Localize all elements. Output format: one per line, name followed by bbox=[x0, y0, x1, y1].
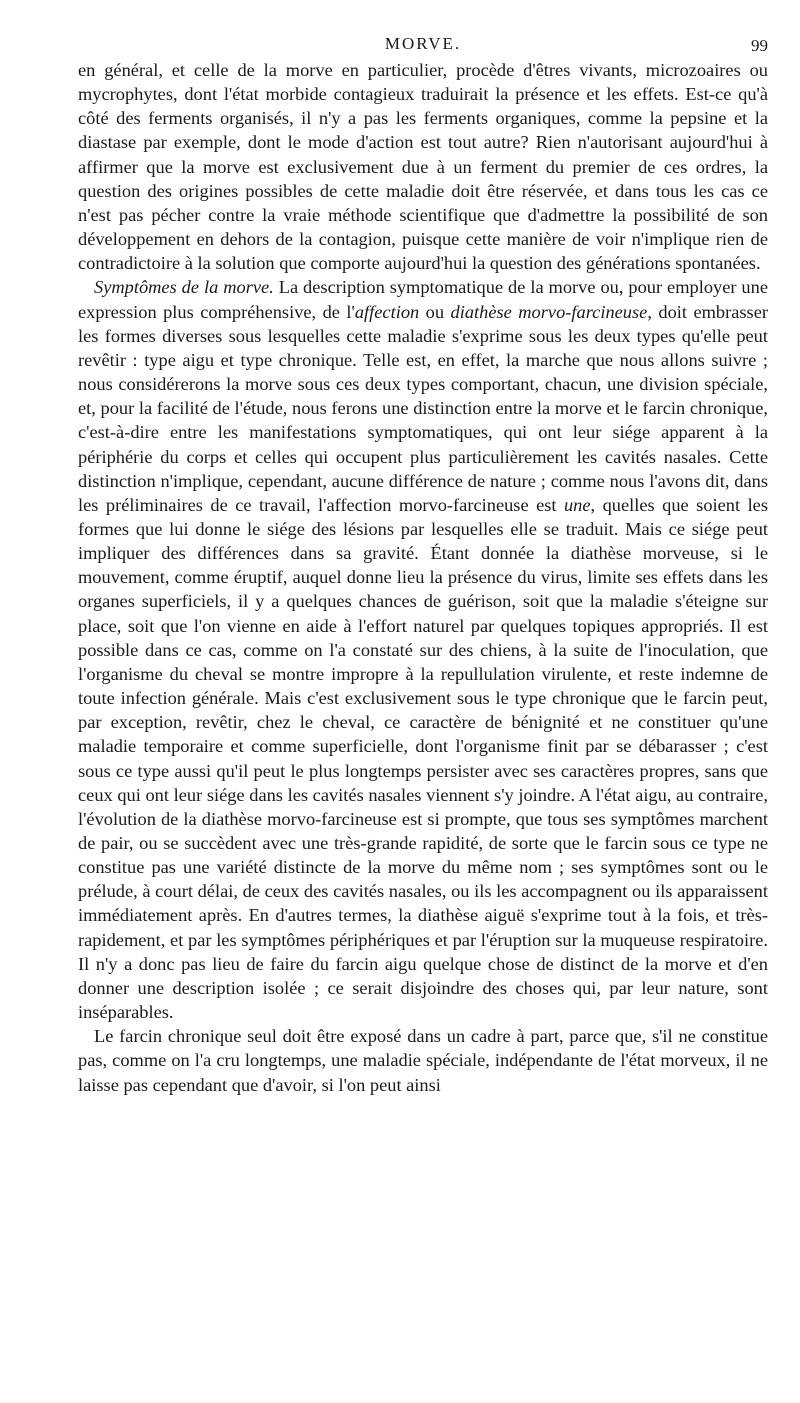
section-heading: Symptômes de la morve. bbox=[94, 277, 274, 298]
paragraph-2 bbox=[78, 275, 768, 1024]
paragraph-3: Le farcin chronique seul doit être exposé dans un cadre à part, parce que, s'il ne constitue pas, comme on l'a cru longtemps, une maladie spéciale, indépendante de l'état morveux, il ne laisse pas cependant que d'avoir, si l'on peut ainsi bbox=[78, 1026, 768, 1095]
paragraph-2-text-d: , quelles que soient les formes que lui donne le siége des lésions par lesquelles elle se traduit. Mais ce siége peut impliquer des différences dans sa gravité. Étant donnée la diathèse morveuse, si le mouvement, comme éruptif, auquel donne lieu la présence du virus, limite ses effets dans les organes superficiels, il y a quelques chances de guérison, soit que la maladie s'éteigne sur place, soit que l'on vienne en aide à l'effort naturel par quelques topiques appropriés. Il est possible dans ce cas, comme on l'a constaté sur des chiens, à la suite de l'inoculation, que l'organisme du cheval se montre impropre à la repullulation virulente, et reste indemne de toute infection générale. Mais c'est exclusivement sous le type chronique que le farcin peut, par exception, revêtir, chez le cheval, ce caractère de bénignité et ne constituer qu'une maladie temporaire et comme superficielle, dont l'organisme finit par se débarasser ; c'est sous ce type aussi qu'il peut le plus longtemps persister avec ses caractères propres, sans que ceux qui ont leur siége dans les cavités nasales viennent s'y joindre. A l'état aigu, au contraire, l'évolution de la diathèse morvo-farcineuse est si prompte, que tous ses symptômes marchent de pair, ou se succèdent avec une très-grande rapidité, de sorte que le farcin sous ce type ne constitue pas une variété distincte de la morve du même nom ; ses symptômes sont ou le prélude, à court délai, de ceux des cavités nasales, ou ils les accompagnent ou ils apparaissent immédiatement après. En d'autres termes, la diathèse aiguë s'exprime tout à la fois, et très-rapidement, et par les symptômes périphériques et par l'éruption sur la muqueuse respiratoire. Il n'y a donc pas lieu de faire du farcin aigu quelque chose de distinct de la morve et d'en donner une description isolée ; ce serait disjoindre des choses qui, par leur nature, sont inséparables. bbox=[78, 494, 768, 1023]
body-text bbox=[78, 58, 768, 1097]
paragraph-2-text-c: , doit embrasser les formes diverses sous lesquelles cette maladie s'exprime sous les deux types qu'elle peut revêtir : type aigu et type chronique. Telle est, en effet, la marche que nous allons suivre ; nous considérerons la morve sous ces deux types comportant, chacun, une division spéciale, et, pour la facilité de l'étude, nous ferons une distinction entre la morve et le farcin chronique, c'est-à-dire entre les manifestations symptomatiques, qui ont leur siége apparent à la périphérie du corps et celles qui occupent plus particulièrement les cavités nasales. Cette distinction n'implique, cependant, aucune différence de nature ; comme nous l'avons dit, dans les préliminaires de ce travail, l'affection morvo-farcineuse est bbox=[78, 301, 769, 515]
paragraph-2-text-a: La description symptomatique de la morve ou, pour employer une expression plus compréhensive, de l' bbox=[78, 277, 768, 322]
paragraph-2-text-b: ou bbox=[419, 301, 451, 322]
page-number: 99 bbox=[751, 36, 768, 55]
term-une: une bbox=[563, 494, 591, 515]
term-diathese: diathèse morvo-farcineuse bbox=[450, 301, 648, 322]
running-head: MORVE. bbox=[384, 34, 462, 53]
term-affection: affection bbox=[354, 301, 420, 322]
page-header bbox=[78, 28, 768, 58]
paragraph-1: en général, et celle de la morve en particulier, procède d'êtres vivants, microzoaires ou mycrophytes, dont l'état morbide contagieux traduirait la présence et les effets. Est-ce qu'à côté des ferments organisés, il n'y a pas les ferments organiques, comme la pepsine et la diastase par exemple, dont le mode d'action est tout autre? Rien n'autorisant aujourd'hui à affirmer que la morve est exclusivement due à un ferment du premier de ces ordres, la question des origines possibles de cette maladie doit être réservée, et dans tous les cas ce n'est pas pécher contre la vraie méthode scientifique que d'admettre la possibilité de son développement en dehors de la contagion, puisque cette manière de voir n'implique rien de contradictoire à la solution que comporte aujourd'hui la question des générations spontanées. bbox=[78, 60, 768, 274]
